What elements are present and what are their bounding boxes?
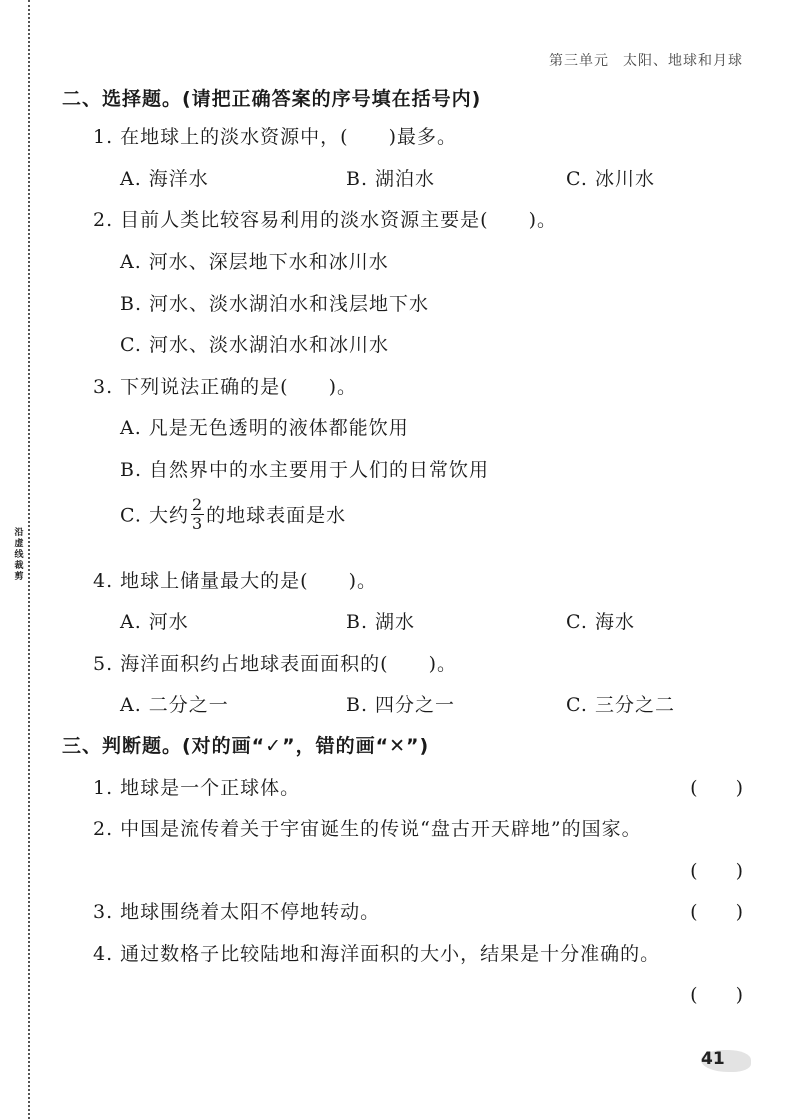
option-a: A. 海洋水 bbox=[120, 168, 209, 190]
question-3-option-c bbox=[120, 495, 347, 535]
option-b: B. 湖泊水 bbox=[346, 168, 436, 190]
option-b: B. 湖水 bbox=[346, 611, 416, 633]
question-1-stem: 1. 在地球上的淡水资源中，( )最多。 bbox=[93, 126, 457, 148]
page-number: 41 bbox=[701, 1049, 725, 1069]
judgment-3-paren: ( ) bbox=[690, 901, 743, 923]
page-header bbox=[535, 50, 743, 70]
judgment-2-text: 2. 中国是流传着关于宇宙诞生的传说“盘古开天辟地”的国家。 bbox=[93, 818, 642, 840]
option-c-prefix: C. 大约 bbox=[120, 504, 189, 527]
question-2-stem: 2. 目前人类比较容易利用的淡水资源主要是( )。 bbox=[93, 209, 557, 231]
question-2-option-a: A. 河水、深层地下水和冰川水 bbox=[120, 251, 389, 273]
page-number-badge bbox=[701, 1044, 753, 1074]
option-b: B. 四分之一 bbox=[346, 694, 456, 716]
question-3-option-b: B. 自然界中的水主要用于人们的日常饮用 bbox=[120, 459, 490, 481]
judgment-4-paren: ( ) bbox=[690, 984, 743, 1006]
cut-dotted-line bbox=[28, 0, 30, 1119]
option-c-suffix: 的地球表面是水 bbox=[206, 504, 347, 527]
fraction bbox=[191, 496, 204, 533]
question-4-stem: 4. 地球上储量最大的是( )。 bbox=[93, 570, 377, 592]
question-3-stem: 3. 下列说法正确的是( )。 bbox=[93, 376, 357, 398]
option-c: C. 冰川水 bbox=[566, 168, 655, 190]
fraction-numerator: 2 bbox=[191, 495, 204, 514]
cut-label: 沿虚线裁剪 bbox=[14, 528, 24, 582]
option-a: A. 河水 bbox=[120, 611, 189, 633]
question-2-option-b: B. 河水、淡水湖泊水和浅层地下水 bbox=[120, 293, 430, 315]
question-2-option-c: C. 河水、淡水湖泊水和冰川水 bbox=[120, 334, 389, 356]
section-2-title: 二、选择题。(请把正确答案的序号填在括号内) bbox=[62, 88, 482, 110]
section-3-title: 三、判断题。(对的画“✓”，错的画“✕”) bbox=[62, 735, 430, 757]
judgment-1-text: 1. 地球是一个正球体。 bbox=[93, 777, 301, 799]
header-title: 太阳、地球和月球 bbox=[623, 53, 743, 69]
judgment-4-text: 4. 通过数格子比较陆地和海洋面积的大小，结果是十分准确的。 bbox=[93, 943, 661, 965]
option-a: A. 二分之一 bbox=[120, 694, 229, 716]
option-c: C. 三分之二 bbox=[566, 694, 675, 716]
judgment-3-text: 3. 地球围绕着太阳不停地转动。 bbox=[93, 901, 381, 923]
fraction-denominator: 3 bbox=[191, 514, 204, 533]
judgment-2-paren: ( ) bbox=[690, 860, 743, 882]
option-c: C. 海水 bbox=[566, 611, 635, 633]
question-5-stem: 5. 海洋面积约占地球表面面积的( )。 bbox=[93, 653, 457, 675]
question-3-option-a: A. 凡是无色透明的液体都能饮用 bbox=[120, 417, 409, 439]
judgment-1-paren: ( ) bbox=[690, 777, 743, 799]
header-unit: 第三单元 bbox=[549, 53, 609, 69]
